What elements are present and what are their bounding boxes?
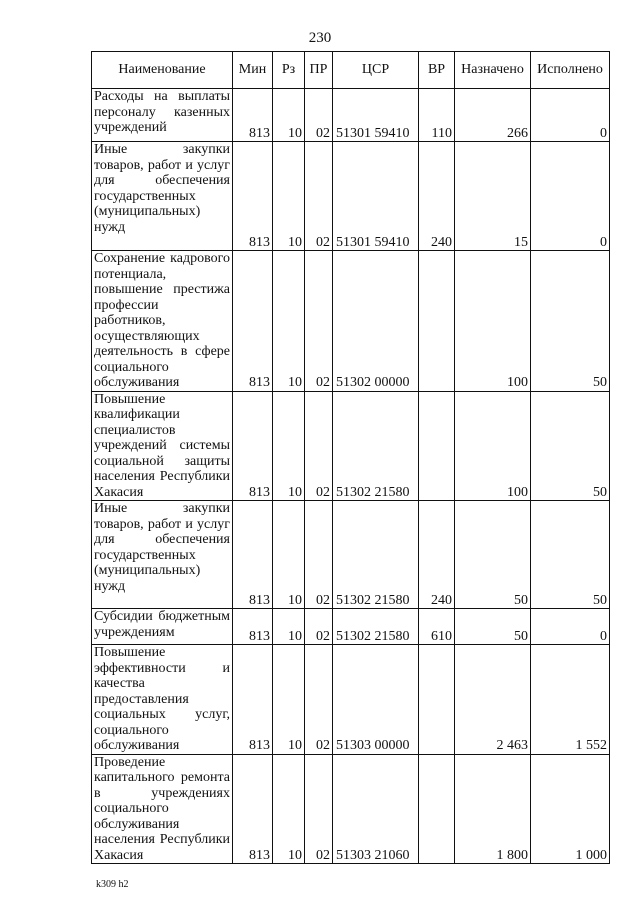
row-pr: 02 — [305, 142, 333, 251]
row-pr: 02 — [305, 89, 333, 142]
row-executed: 50 — [531, 251, 610, 392]
row-csr: 51302 21580 — [333, 391, 419, 501]
row-assigned: 50 — [455, 501, 531, 609]
row-executed: 0 — [531, 89, 610, 142]
row-name: Иные закупки товаров, работ и услуг для обеспечения государственных (муниципальных) нужд — [92, 142, 233, 251]
table-row — [92, 391, 610, 501]
row-rz: 10 — [273, 142, 305, 251]
header-assigned: Назначено — [455, 52, 531, 89]
row-pr: 02 — [305, 645, 333, 755]
table-row — [92, 251, 610, 392]
row-min: 813 — [233, 89, 273, 142]
table-row — [92, 142, 610, 251]
row-pr: 02 — [305, 609, 333, 645]
header-executed: Исполнено — [531, 52, 610, 89]
row-rz: 10 — [273, 754, 305, 864]
row-vr: 110 — [419, 89, 455, 142]
row-assigned: 2 463 — [455, 645, 531, 755]
row-rz: 10 — [273, 251, 305, 392]
row-vr — [419, 754, 455, 864]
row-assigned: 100 — [455, 251, 531, 392]
row-csr: 51301 59410 — [333, 89, 419, 142]
row-csr: 51302 21580 — [333, 501, 419, 609]
row-rz: 10 — [273, 609, 305, 645]
row-min: 813 — [233, 391, 273, 501]
header-min: Мин — [233, 52, 273, 89]
table-row — [92, 501, 610, 609]
table-row — [92, 645, 610, 755]
row-executed: 50 — [531, 391, 610, 501]
row-assigned: 100 — [455, 391, 531, 501]
table-header-row — [92, 52, 610, 89]
row-executed: 0 — [531, 142, 610, 251]
row-vr: 610 — [419, 609, 455, 645]
row-min: 813 — [233, 609, 273, 645]
budget-table — [91, 51, 610, 864]
row-assigned: 15 — [455, 142, 531, 251]
row-vr: 240 — [419, 501, 455, 609]
row-executed: 0 — [531, 609, 610, 645]
row-vr — [419, 645, 455, 755]
row-vr — [419, 251, 455, 392]
row-csr: 51303 00000 — [333, 645, 419, 755]
row-csr: 51301 59410 — [333, 142, 419, 251]
row-rz: 10 — [273, 645, 305, 755]
table-row — [92, 609, 610, 645]
row-min: 813 — [233, 501, 273, 609]
row-name: Проведение капитального ремонта в учреждениях социального обслуживания населения Республики Хакасия — [92, 754, 233, 864]
row-rz: 10 — [273, 501, 305, 609]
row-assigned: 266 — [455, 89, 531, 142]
row-csr: 51303 21060 — [333, 754, 419, 864]
row-min: 813 — [233, 645, 273, 755]
row-pr: 02 — [305, 251, 333, 392]
page-number: 230 — [308, 30, 332, 46]
header-name: Наименование — [92, 52, 233, 89]
row-min: 813 — [233, 142, 273, 251]
row-pr: 02 — [305, 391, 333, 501]
row-csr: 51302 21580 — [333, 609, 419, 645]
row-csr: 51302 00000 — [333, 251, 419, 392]
row-rz: 10 — [273, 391, 305, 501]
row-assigned: 50 — [455, 609, 531, 645]
header-vr: ВР — [419, 52, 455, 89]
row-executed: 1 552 — [531, 645, 610, 755]
footer-code: k309 h2 — [96, 879, 129, 890]
header-rz: Рз — [273, 52, 305, 89]
row-name: Повышение эффективности и качества предоставления социальных услуг, социального обслуживания — [92, 645, 233, 755]
row-rz: 10 — [273, 89, 305, 142]
table-row — [92, 89, 610, 142]
row-assigned: 1 800 — [455, 754, 531, 864]
row-name: Повышение квалификации специалистов учреждений системы социальной защиты населения Республики Хакасия — [92, 391, 233, 501]
row-name: Сохранение кадрового потенциала, повышение престижа профессии работников, осуществляющих деятельность в сфере социального обслуживания — [92, 251, 233, 392]
row-pr: 02 — [305, 754, 333, 864]
row-name: Субсидии бюджетным учреждениям — [92, 609, 233, 645]
row-executed: 1 000 — [531, 754, 610, 864]
header-pr: ПР — [305, 52, 333, 89]
row-vr: 240 — [419, 142, 455, 251]
row-min: 813 — [233, 754, 273, 864]
row-name: Иные закупки товаров, работ и услуг для обеспечения государственных (муниципальных) нужд — [92, 501, 233, 609]
row-pr: 02 — [305, 501, 333, 609]
row-executed: 50 — [531, 501, 610, 609]
header-csr: ЦСР — [333, 52, 419, 89]
row-min: 813 — [233, 251, 273, 392]
row-vr — [419, 391, 455, 501]
row-name: Расходы на выплаты персоналу казенных учреждений — [92, 89, 233, 142]
table-row — [92, 754, 610, 864]
